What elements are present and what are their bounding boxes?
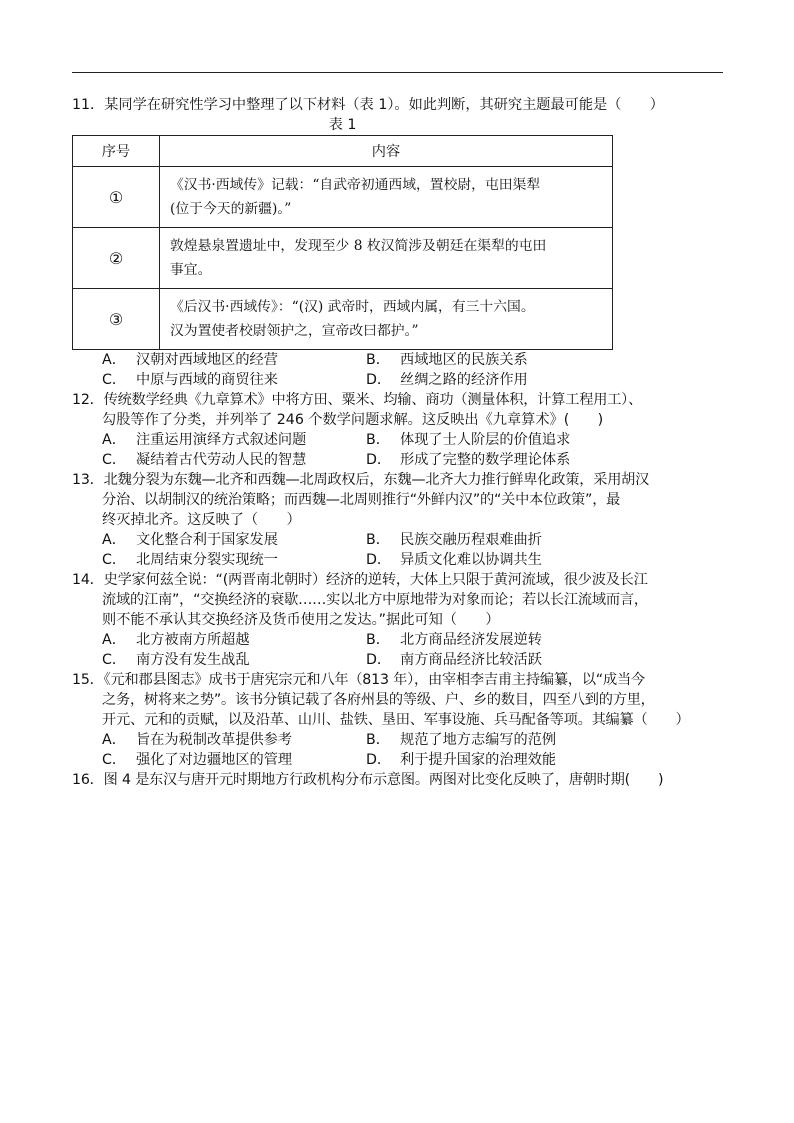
options-row xyxy=(72,750,728,770)
table-row xyxy=(73,167,613,228)
table-header-row xyxy=(73,136,613,167)
table-row xyxy=(73,289,613,350)
question-13-stem-line: 13．北魏分裂为东魏—北齐和西魏—北周政权后，东魏—北齐大力推行鲜卑化政策，采用胡汉 xyxy=(72,472,650,488)
header-number: 序号 xyxy=(73,136,160,167)
option-b[interactable]: B． 民族交融历程艰难曲折 xyxy=(366,532,542,548)
option-b[interactable]: B． 北方商品经济发展逆转 xyxy=(366,632,542,648)
option-d[interactable]: D． 丝绸之路的经济作用 xyxy=(366,372,528,388)
option-d[interactable]: D． 利于提升国家的治理效能 xyxy=(366,752,557,768)
option-d[interactable]: D． 形成了完整的数学理论体系 xyxy=(366,452,571,468)
option-a[interactable]: A． 旨在为税制改革提供参考 xyxy=(102,732,293,748)
question-11 xyxy=(72,95,728,390)
question-16 xyxy=(72,770,728,790)
option-a[interactable]: A． 汉朝对西域地区的经营 xyxy=(102,352,278,368)
question-15 xyxy=(72,670,728,770)
row-number: ① xyxy=(73,167,160,228)
row-number: ③ xyxy=(73,289,160,350)
header-content: 内容 xyxy=(160,136,613,167)
row-content xyxy=(160,289,613,350)
option-b[interactable]: B． 体现了士人阶层的价值追求 xyxy=(366,432,571,448)
row-content-line: 《后汉书·西域传》：“(汉) 武帝时，西域内属，有三十六国。 xyxy=(170,299,535,315)
row-content-line: (位于今天的新疆)。” xyxy=(170,201,292,217)
options-row xyxy=(72,450,728,470)
row-content-line: 《汉书·西域传》记载：“自武帝初通西域，置校尉，屯田渠犁 xyxy=(170,177,541,193)
question-11-stem: 11．某同学在研究性学习中整理了以下材料（表 1）。如此判断，其研究主题最可能是（ ） xyxy=(72,97,664,113)
row-content-line: 敦煌悬泉置遗址中，发现至少 8 枚汉简涉及朝廷在渠犁的屯田 xyxy=(170,238,547,254)
row-content xyxy=(160,167,613,228)
header-rule xyxy=(72,72,723,73)
option-c[interactable]: C． 强化了对边疆地区的管理 xyxy=(102,752,293,768)
option-d[interactable]: D． 异质文化难以协调共生 xyxy=(366,552,542,568)
question-12-stem-line: 勾股等作了分类，并列举了 246 个数学问题求解。这反映出《九章算术》( ) xyxy=(102,412,604,428)
question-16-stem-line: 16．图 4 是东汉与唐开元时期地方行政机构分布示意图。两图对比变化反映了，唐朝时期( ) xyxy=(72,772,664,788)
option-c[interactable]: C． 凝结着古代劳动人民的智慧 xyxy=(102,452,307,468)
row-number: ② xyxy=(73,228,160,289)
options-row xyxy=(72,350,728,370)
option-b[interactable]: B． 西域地区的民族关系 xyxy=(366,352,528,368)
question-14-stem-line: 14．史学家何兹全说：“(两晋南北朝时）经济的逆转，大体上只限于黄河流域，很少波及长江 xyxy=(72,572,648,588)
table-row xyxy=(73,228,613,289)
option-a[interactable]: A． 注重运用演绎方式叙述问题 xyxy=(102,432,307,448)
option-c[interactable]: C． 中原与西域的商贸往来 xyxy=(102,372,278,388)
question-12-stem-line: 12．传统数学经典《九章算术》中将方田、粟米、均输、商功（测量体积，计算工程用工）、 xyxy=(72,392,643,408)
question-13-stem-line: 终灭掉北齐。这反映了（ ） xyxy=(102,512,301,528)
question-14-stem-line: 则不能不承认其交换经济及货币使用之发达。”据此可知（ ） xyxy=(102,612,500,628)
option-d[interactable]: D． 南方商品经济比较活跃 xyxy=(366,652,542,668)
table-caption: 表 1 xyxy=(328,117,357,133)
question-15-stem-line: 15．《元和郡县图志》成书于唐宪宗元和八年（813 年），由宰相李吉甫主持编纂，以“成当今 xyxy=(72,672,645,688)
question-15-stem-line: 之务，树将来之势”。该书分镇记载了各府州县的等级、户、乡的数目，四至八到的方里， xyxy=(102,692,655,708)
material-table xyxy=(72,135,613,350)
option-c[interactable]: C． 北周结束分裂实现统一 xyxy=(102,552,278,568)
row-content-line: 事宜。 xyxy=(170,262,212,278)
options-row xyxy=(72,530,728,550)
question-14-stem-line: 流域的江南”，“交换经济的衰歇……实以北方中原地带为对象而论；若以长江流域而言， xyxy=(102,592,648,608)
option-b[interactable]: B． 规范了地方志编写的范例 xyxy=(366,732,557,748)
row-content-line: 汉为置使者校尉领护之，宣帝改曰都护。” xyxy=(170,323,419,339)
option-c[interactable]: C． 南方没有发生战乱 xyxy=(102,652,250,668)
question-14 xyxy=(72,570,728,670)
question-12 xyxy=(72,390,728,470)
question-13 xyxy=(72,470,728,570)
question-13-stem-line: 分治、以胡制汉的统治策略；而西魏—北周则推行“外鲜内汉”的“关中本位政策”，最 xyxy=(102,492,621,508)
options-row xyxy=(72,730,728,750)
option-a[interactable]: A． 北方被南方所超越 xyxy=(102,632,250,648)
options-row xyxy=(72,370,728,390)
options-row xyxy=(72,630,728,650)
option-a[interactable]: A． 文化整合利于国家发展 xyxy=(102,532,278,548)
options-row xyxy=(72,550,728,570)
options-row xyxy=(72,650,728,670)
row-content xyxy=(160,228,613,289)
question-15-stem-line: 开元、元和的贡赋，以及沿革、山川、盐铁、垦田、军事设施、兵马配备等项。其编纂（ ） xyxy=(102,712,690,728)
options-row xyxy=(72,430,728,450)
exam-page xyxy=(72,95,728,790)
